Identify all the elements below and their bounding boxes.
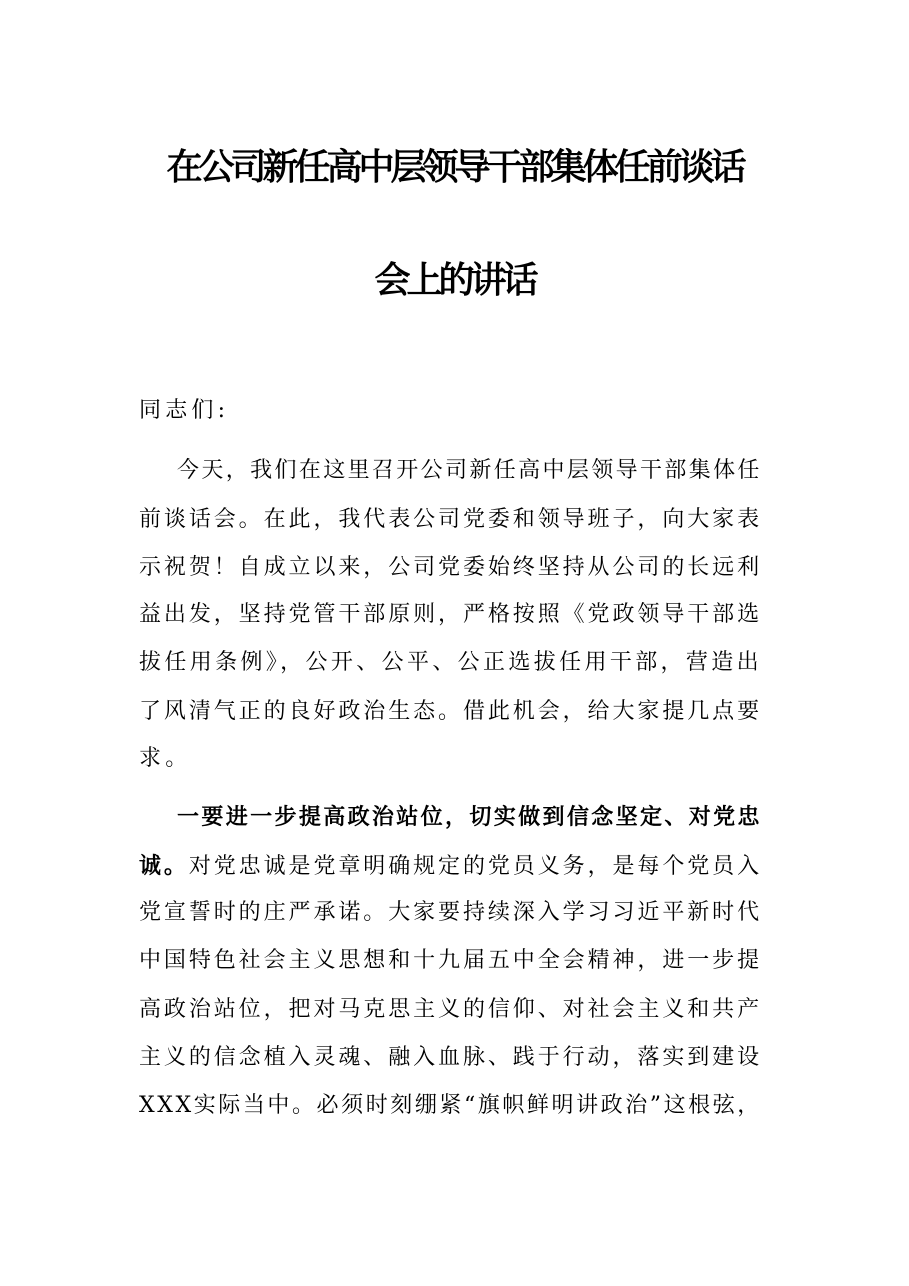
paragraph-1-line-7: 求。 — [139, 746, 192, 771]
paragraph-2-line-2: 党宣誓时的庄严承诺。大家要持续深入学习习近平新时代 — [139, 900, 763, 925]
paragraph-2-line-1-text: 对党忠诚是党章明确规定的党员义务，是每个党员入 — [188, 854, 763, 879]
paragraph-2-line-4: 高政治站位，把对马克思主义的信仰、对社会主义和共产 — [139, 997, 763, 1022]
paragraph-2-heading-end: 诚。 — [139, 853, 189, 879]
paragraph-1-line-6: 了风清气正的良好政治生态。借此机会，给大家提几点要 — [139, 699, 763, 724]
document-title-line-1: 在公司新任高中层领导干部集体任前谈话 — [166, 146, 743, 188]
salutation: 同志们: — [139, 398, 230, 423]
paragraph-2-line-1 — [139, 851, 762, 882]
paragraph-1-line-5: 拔任用条例》，公开、公平、公正选拔任用干部，营造出 — [139, 650, 763, 675]
paragraph-1-line-4: 益出发，坚持党管干部原则，严格按照《党政领导干部选 — [139, 602, 763, 627]
paragraph-2-line-6: XXX实际当中。必须时刻绷紧“旗帜鲜明讲政治”这根弦， — [139, 1093, 762, 1118]
document-title-line-2: 会上的讲话 — [374, 259, 535, 301]
paragraph-2-line-3: 中国特色社会主义思想和十九届五中全会精神，进一步提 — [139, 948, 763, 973]
paragraph-1-line-1: 今天，我们在这里召开公司新任高中层领导干部集体任 — [177, 458, 762, 483]
paragraph-2-heading: 一要进一步提高政治站位，切实做到信念坚定、对党忠 — [177, 804, 762, 830]
paragraph-1-line-3: 示祝贺！自成立以来，公司党委始终坚持从公司的长远利 — [139, 555, 763, 580]
paragraph-2-line-5: 主义的信念植入灵魂、融入血脉、践于行动，落实到建设 — [139, 1045, 763, 1070]
paragraph-1-line-2: 前谈话会。在此，我代表公司党委和领导班子，向大家表 — [139, 507, 763, 532]
